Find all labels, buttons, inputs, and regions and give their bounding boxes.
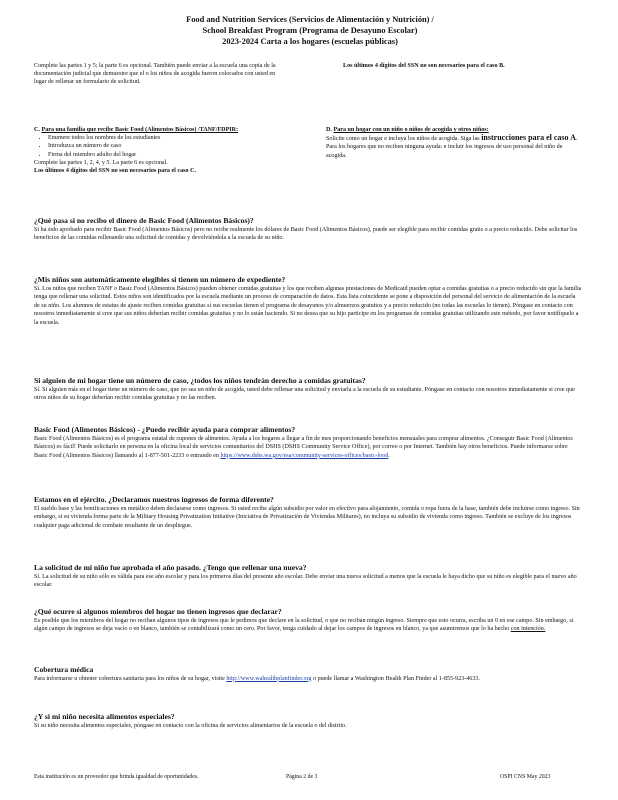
case-d-text-a: Solicite como un hogar e incluya los niños de acogida. Siga las [326, 136, 480, 143]
section-title: ¿Mis niños son automáticamente elegibles si tienen un número de expediente? [34, 275, 286, 284]
section-body: Basic Food (Alimentos Básicos) es el programa estatal de cupones de alimentos. Ayuda a los hogares a llegar a fin de mes proporcionando beneficios mensuales para comprar alimentos. ¿Conseguir Basic Food (Alimentos Básicos) es fácil! Puede solicitarlo en persona en la oficina local de servicios comunitarios del DSHS (DSHS Community Service Office), por correo o por Internet. También hay otros beneficios. Puede informarse sobre Basic Food (Alimentos Básicos) llamando al 1-877-501-2233 o entrando en [34, 435, 573, 459]
section-body: Sí. Los niños que reciben TANF o Basic Food (Alimentos Básicos) pueden obtener comidas gratuitas y los que reciben algunas prestaciones de Medicaid pueden optar a comidas gratuitas o a precio reducido sin que la familia tenga que rellenar una solicitud. Estos niños son identificados por la escuela mediante un proceso de comparación de datos. Esta lista coincidente se pone a disposición del personal del servicio de alimentación de la escuela de su niño. Los alumnos de estatus de ajuste reciben comidas gratuitas si sus escuelas tienen el programa de desayunos y/o almuerzos gratuitos y a precio reducido (no todas las escuelas lo tienen). Póngase en contacto con nosotros inmediatamente si cree que sus niños deberían recibir comidas gratuitas y no lo están haciendo. Si no desea que su hijo participe en los programas de comidas gratuitas utilizando este método, por favor notifíquelo a la escuela. [34, 285, 582, 326]
section-military-income [34, 496, 582, 530]
section-title: Basic Food (Alimentos Básicos) - ¿Puedo recibir ayuda para comprar alimentos? [34, 425, 296, 434]
intro-left-paragraph: Complete las partes 1 y 5; la parte 6 es opcional. También puede enviar a la escuela una copia de la documentación judicial que demuestre que el o los niños de acogida fueron colocados con usted en lugar de rellenar un formulario de solicitud. [34, 63, 276, 86]
case-c-bullet-list [34, 134, 294, 159]
section-body: Si su niño necesita alimentos especiales, póngase en contacto con la oficina de servicios alimentarios de la escuela o del distrito. [34, 722, 347, 729]
emphasis-text: con intención. [510, 626, 546, 633]
section-body-end: . [388, 452, 390, 459]
footer-equal-opportunity: Esta institución es un proveedor que brinda igualdad de oportunidades. [34, 774, 199, 780]
section-title: Si alguien de mi hogar tiene un número de caso, ¿todos los niños tendrán derecho a comidas gratuitas? [34, 376, 366, 385]
section-title: Estamos en el ejército. ¿Declaramos nuestros ingresos de forma diferente? [34, 495, 274, 504]
section-automatic-eligibility [34, 276, 582, 328]
section-health-coverage [34, 666, 582, 683]
section-title: Cobertura médica [34, 665, 94, 674]
section-body: Es posible que los miembros del hogar no reciban algunos tipos de ingresos que le pedimos que declare en la solicitud, o que no reciban ningún ingreso. Siempre que esto ocurra, escriba un 0 en ese campo. Sin embargo, si algún campo de ingresos se deja vacío o en blanco, también se contabilizará como un cero. Por favor, tenga cuidado al dejar los campos de ingresos en blanco, ya que asumiremos que lo ha hecho [34, 617, 574, 633]
section-body: El sueldo base y las bonificaciones en metálico deben declararse como ingresos. Si usted recibe algún subsidio por valor en efectivo para alojamiento, comida o ropa fuera de la base, también debe incluirse como ingreso. Sin embargo, si su vivienda forma parte de la Military Housing Privatization Initiative (Iniciativa de Privatización de Viviendas Militares), no incluya su subsidio de vivienda como ingreso. También se excluye de los ingresos cualquier paga adicional de combate resultante de un despliegue. [34, 505, 580, 529]
case-c-title: Para una familia que recibe Basic Food (Alimentos Básicos) /TANF/FDPIR: [41, 127, 239, 133]
section-title: ¿Y si mi niño necesita alimentos especiales? [34, 712, 175, 721]
intro-right-note: Los últimos 4 dígitos del SSN no son necesarios para el caso B. [343, 63, 505, 69]
header-title-line-2: School Breakfast Program (Programa de Desayuno Escolar) [202, 26, 418, 35]
header-title-line-1: Food and Nutrition Services (Servicios de Alimentación y Nutrición) / [186, 15, 434, 24]
section-title: ¿Qué ocurre si algunos miembros del hogar no tienen ingresos que declarar? [34, 607, 282, 616]
footer-version: OSPI CNS May 2023 [500, 774, 551, 780]
section-no-income [34, 608, 582, 634]
header-title-line-3: 2023-2024 Carta a los hogares (escuelas públicas) [222, 37, 398, 46]
case-d-title: Para un hogar con un niño o niños de acogida y otros niños: [333, 127, 489, 133]
section-body-end: o puede llamar a Washington Health Plan Finder al 1-855-923-4633. [313, 675, 480, 682]
section-case-number [34, 377, 582, 403]
footer-page-number: Página 2 de 3 [286, 774, 318, 780]
case-c-letter: C. [34, 127, 40, 133]
section-body: Si ha sido aprobado para recibir Basic Food (Alimentos Básicos) pero no recibe realmente los dólares de Basic Food (Alimentos Básicos), puede ser elegible para recibir comidas gratis o a precio reducido. Debe solicitar los beneficios de las comidas rellenando una solicitud de comidas y devolviéndola a la escuela de su niño. [34, 226, 578, 242]
health-plan-finder-link[interactable]: http://www.wahealthplanfinder.org [226, 675, 312, 682]
section-title: La solicitud de mi niño fue aprobada el año pasado. ¿Tengo que rellenar una nueva? [34, 563, 307, 572]
section-basic-food-help [34, 426, 582, 460]
case-c-ssn-note: Los últimos 4 dígitos del SSN no son necesarios para el caso C. [34, 168, 197, 175]
section-body: Sí. La solicitud de su niño sólo es válida para ese año escolar y para los primeros días del presente año escolar. Debe enviar una nueva solicitud a menos que la escuela le haya dicho que su niño es elegible para el nuevo año escolar. [34, 573, 577, 589]
dshs-basic-food-link[interactable]: https://www.dshs.wa.gov/esa/community-services-offices/basic-food [220, 452, 389, 459]
case-c-block [34, 126, 294, 175]
list-item: • Firma del miembro adulto del hogar [48, 151, 294, 159]
case-d-letter: D. [326, 127, 332, 133]
section-special-diet [34, 713, 582, 730]
case-d-instructions: instrucciones para el caso A [481, 133, 576, 143]
case-c-complete: Complete las partes 1, 2, 4, y 5. La parte 6 es opcional. [34, 159, 168, 166]
list-item: • Introduzca un número de caso [48, 142, 294, 150]
section-body: Sí. Si alguien más en el hogar tiene un número de caso, que no sea un niño de acogida, usted debe rellenar una solicitud y enviarla a la escuela de su estudiante. Póngase en contacto con nosotros inmediatamente si cree que otros niños de su hogar deberían recibir comidas gratuitas y no las reciben. [34, 386, 575, 402]
section-body: Para informarse u obtener cobertura sanitaria para los niños de su hogar, visite [34, 675, 225, 682]
section-renew-application [34, 564, 582, 590]
list-item: • Enumere todos los nombres de los estudiantes [48, 134, 294, 142]
case-d-block: D. Para un hogar con un niño o niños de acogida y otros niños: Solicite como un hogar e incluya los niños de acogida. Siga las instrucciones para el caso A. Para los hogares que no reciben ninguna ayuda: e incluir los ingresos de uso personal del niño de acogida. [326, 127, 578, 159]
case-d-text-b: Para los hogares que no reciben ninguna ayuda: e incluir los ingresos de uso personal del niño de acogida. [326, 144, 563, 159]
section-basic-food-money [34, 217, 582, 243]
section-title: ¿Qué pasa si no recibo el dinero de Basic Food (Alimentos Básicos)? [34, 216, 254, 225]
